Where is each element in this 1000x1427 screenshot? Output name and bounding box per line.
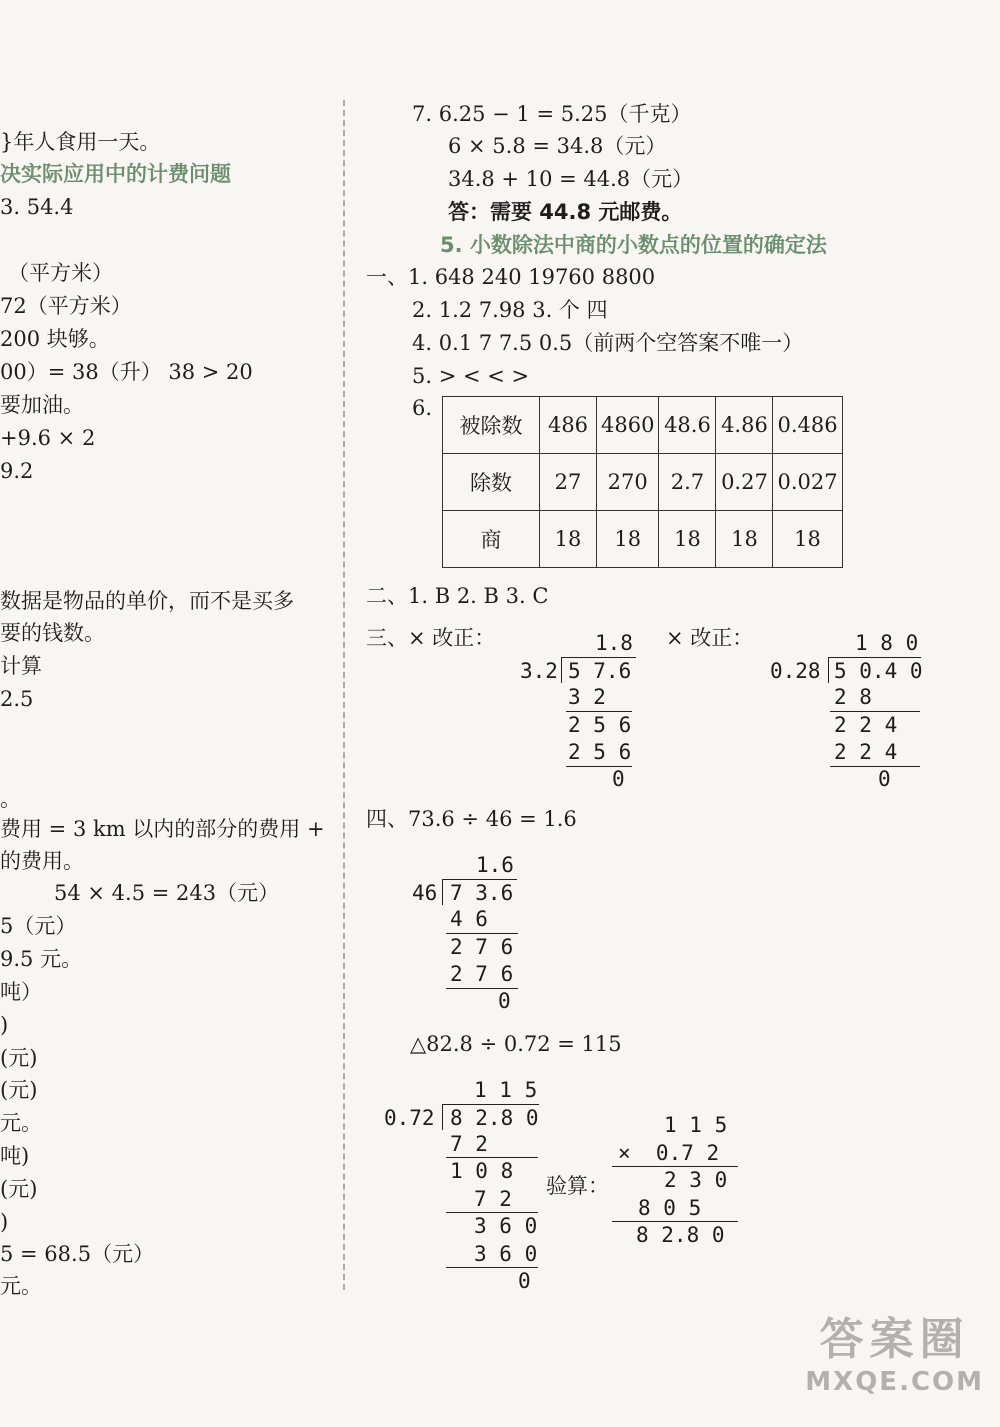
watermark (805, 1303, 984, 1397)
left-line: 2.5 (0, 687, 34, 711)
left-line: 元。 (0, 1274, 42, 1298)
left-section-title: 决实际应用中的计费问题 (0, 162, 231, 186)
ld4-step: 7 2 (450, 1132, 488, 1156)
ld3-step: 4 6 (450, 907, 488, 931)
ld3-quotient: 1.6 (476, 853, 514, 877)
q7-line: 7. 6.25 − 1 = 5.25（千克） (412, 102, 692, 126)
ld2-dividend: 5 0.4 0 (834, 659, 923, 683)
table-cell: 486 (540, 397, 597, 454)
left-line: 200 块够。 (0, 327, 110, 351)
part1-line: 6. (412, 396, 433, 420)
division-table (442, 396, 843, 568)
left-line: (元) (0, 1046, 38, 1070)
mult-a: 1 1 5 (664, 1113, 728, 1137)
ld2-step: 2 2 4 (834, 713, 898, 737)
left-line: 72（平方米） (0, 294, 132, 318)
ld4-quotient: 1 1 5 (474, 1078, 538, 1102)
table-header-dividend: 被除数 (443, 397, 540, 454)
eq2-line: △82.8 ÷ 0.72 = 115 (410, 1032, 622, 1056)
left-line: 元。 (0, 1111, 42, 1135)
ld4-divisor: 0.72 (384, 1106, 435, 1130)
table-cell: 48.6 (659, 397, 716, 454)
table-cell: 18 (716, 511, 773, 568)
left-line: 要加油。 (0, 393, 84, 417)
table-cell: 18 (540, 511, 597, 568)
left-line: 9.2 (0, 459, 34, 483)
table-cell: 2.7 (659, 454, 716, 511)
ld4-step: 3 6 0 (474, 1214, 538, 1238)
ld3-dividend: 7 3.6 (450, 881, 514, 905)
ld3-step: 0 (498, 989, 511, 1013)
table-cell: 0.486 (773, 397, 842, 454)
ld1-divisor: 3.2 (520, 659, 558, 683)
left-line: 9.5 元。 (0, 947, 83, 971)
answer-line: 答：需要 44.8 元邮费。 (448, 200, 683, 224)
part3-mid: × 改正： (666, 626, 754, 650)
ld3-step: 2 7 6 (450, 962, 514, 986)
left-line: 计算 (0, 654, 42, 678)
ld2-divisor: 0.28 (770, 659, 821, 683)
left-line: 数据是物品的单价，而不是买多 (0, 589, 294, 613)
left-line: (元) (0, 1078, 38, 1102)
part1-line: 4. 0.1 7 7.5 0.5（前两个空答案不唯一） (412, 331, 804, 355)
watermark-top: 答案圈 (819, 1314, 970, 1365)
ld3-bracket (442, 879, 443, 905)
part1-line: 5. > < < > (412, 364, 530, 388)
table-cell: 18 (773, 511, 842, 568)
table-cell: 0.027 (773, 454, 842, 511)
ld2-bracket (828, 657, 829, 683)
check-label: 验算： (546, 1174, 609, 1198)
q7-line: 34.8 + 10 = 44.8（元） (448, 167, 694, 191)
q7-line: 6 × 5.8 = 34.8（元） (448, 134, 667, 158)
table-cell: 270 (597, 454, 659, 511)
left-line: （平方米） (8, 261, 113, 285)
table-cell: 4860 (597, 397, 659, 454)
ld4-bracket (442, 1104, 443, 1130)
ld4-dividend: 8 2.8 0 (450, 1106, 539, 1130)
ld2-step: 2 2 4 (834, 740, 898, 764)
table-cell: 0.27 (716, 454, 773, 511)
ld4-step: 0 (518, 1269, 531, 1293)
watermark-bottom: MXQE.COM (805, 1367, 984, 1397)
mult-p1: 2 3 0 (664, 1168, 728, 1192)
ld1-bracket (561, 657, 562, 683)
table-cell: 18 (659, 511, 716, 568)
section-title: 5. 小数除法中商的小数点的位置的确定法 (440, 233, 827, 257)
column-divider (343, 100, 345, 1290)
table-cell: 27 (540, 454, 597, 511)
table-cell: 4.86 (716, 397, 773, 454)
left-line: 的费用。 (0, 849, 84, 873)
ld2-step: 0 (878, 767, 891, 791)
ld3-divisor: 46 (412, 881, 438, 905)
ld1-step: 0 (612, 767, 625, 791)
part3-prefix: 三、× 改正： (366, 626, 496, 650)
ld1-quotient: 1.8 (595, 631, 633, 655)
table-cell: 18 (597, 511, 659, 568)
left-line: }年人食用一天。 (0, 130, 161, 154)
ld1-dividend: 5 7.6 (568, 659, 632, 683)
part1-line: 一、1. 648 240 19760 8800 (366, 265, 656, 289)
mult-result: 8 2.8 0 (636, 1223, 725, 1247)
left-line: 3. 54.4 (0, 195, 74, 219)
part4-line: 四、73.6 ÷ 46 = 1.6 (366, 807, 577, 831)
left-line: 吨） (0, 980, 42, 1004)
ld3-step: 2 7 6 (450, 935, 514, 959)
left-line: ) (0, 1210, 9, 1234)
ld2-line (830, 766, 920, 767)
ld1-step: 2 5 6 (568, 740, 632, 764)
ld1-step: 3 2 (568, 685, 606, 709)
ld4-step: 7 2 (474, 1187, 512, 1211)
ld1-step: 2 5 6 (568, 713, 632, 737)
ld2-quotient: 1 8 0 (855, 631, 919, 655)
left-line: 要的钱数。 (0, 621, 105, 645)
table-header-divisor: 除数 (443, 454, 540, 511)
left-line: 。 (0, 787, 21, 811)
left-line: 5（元） (0, 914, 77, 938)
left-line: 00）= 38（升） 38 > 20 (0, 360, 253, 384)
ld4-step: 3 6 0 (474, 1242, 538, 1266)
left-line: 5 = 68.5（元） (0, 1242, 155, 1266)
part2-line: 二、1. B 2. B 3. C (366, 584, 549, 608)
part1-line: 2. 1.2 7.98 3. 个 四 (412, 298, 608, 322)
left-line: ) (0, 1013, 9, 1037)
left-line: 54 × 4.5 = 243（元） (54, 881, 280, 905)
mult-b: × 0.7 2 (618, 1141, 720, 1165)
table-header-quotient: 商 (443, 511, 540, 568)
ld4-step: 1 0 8 (450, 1159, 514, 1183)
left-line: (元) (0, 1177, 38, 1201)
ld2-step: 2 8 (834, 685, 872, 709)
left-line: 费用 = 3 km 以内的部分的费用 + (0, 817, 325, 841)
left-line: 吨) (0, 1144, 30, 1168)
mult-p2: 8 0 5 (638, 1196, 702, 1220)
left-line: +9.6 × 2 (0, 426, 96, 450)
